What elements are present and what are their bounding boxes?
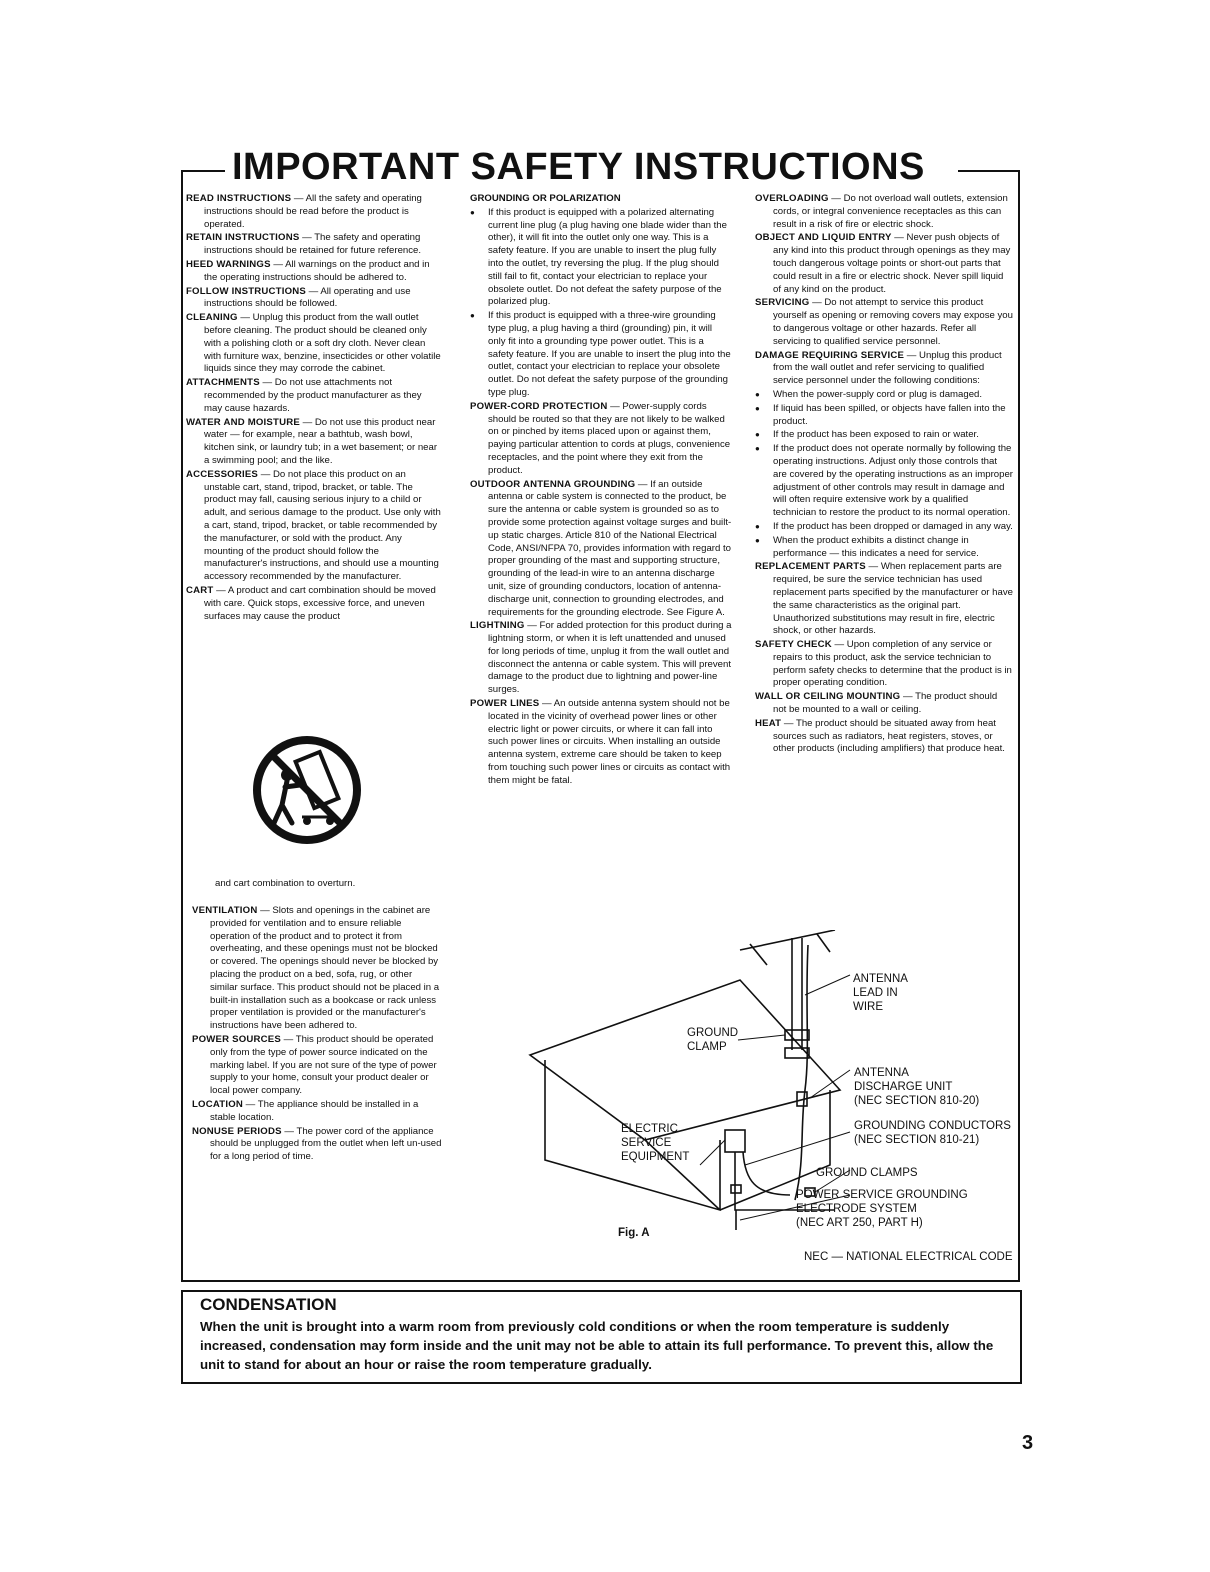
instruction-entry: SAFETY CHECK — Upon completion of any service or repairs to this product, ask the service technician to perform safety checks to determine that the product is in proper operating condition.: [755, 639, 1012, 689]
instruction-term: ATTACHMENTS: [186, 377, 260, 389]
instruction-entry: NONUSE PERIODS — The power cord of the appliance should be unplugged from the outlet when left un-used for a long period of time.: [192, 1125, 442, 1163]
instruction-text: All warnings on the product and in the operating instructions should be adhered to.: [204, 258, 430, 283]
instruction-term: RETAIN INSTRUCTIONS: [186, 232, 300, 244]
instruction-entry: FOLLOW INSTRUCTIONS — All operating and use instructions should be followed.: [186, 285, 411, 310]
instruction-term: WATER AND MOISTURE: [186, 416, 300, 428]
column-middle: [470, 193, 732, 789]
bullet-item: ● If this product is equipped with a three-wire grounding type plug, a plug having a third (grounding) pin, it will only fit into a grounding type power outlet. This is a safety feature. If you are unable to insert the plug into the outlet, contact your electrician to replace your obsolete outlet. Do not defeat the safety purpose of the grounding type plug.: [470, 310, 732, 400]
instruction-text: Slots and openings in the cabinet are provided for ventilation and to ensure reliable operation of the product and to protect it from overheating, and these openings must not be blocked or covered. The openings should never be blocked by placing the product on a bed, sofa, rug, or other similar surface. This product should not be placed in a built-in installation such as a bookcase or rack unless proper ventilation is provided or the manufacturer's instructions have been adhered to.: [210, 905, 440, 1032]
frame-left-rule: [181, 170, 183, 1282]
instruction-text: Do not use this product near water — for example, near a bathtub, wash bowl, kitchen sink, or laundry tub; in a wet basement; or near a swimming pool; and the like.: [204, 416, 438, 466]
grounding-conductors-label-2: (NEC SECTION 810-21): [854, 1134, 980, 1146]
discharge-unit-label-3: (NEC SECTION 810-20): [854, 1095, 980, 1107]
instruction-term: ACCESSORIES: [186, 468, 259, 480]
instruction-text: Do not overload wall outlets, extension cords, or integral convenience receptacles as this can result in a risk of fire or electric shock.: [773, 193, 1008, 230]
instruction-entry: LOCATION — The appliance should be installed in a stable location.: [192, 1098, 419, 1123]
instruction-text: Unplug this product from the wall outlet and refer servicing to qualified service personnel under the following conditions:: [773, 349, 1002, 387]
instruction-entry: OVERLOADING — Do not overload wall outlets, extension cords, or integral convenience receptacles as this can result in a risk of fire or electric shock.: [755, 193, 1008, 230]
instruction-text: Do not place this product on an unstable cart, stand, tripod, bracket, or table. The product may fall, causing serious injury to a child or adult, and serious damage to the product. Use only with a cart, stand, tripod, bracket, or table recommended by the manufacturer, or sold with the product. Any mounting of the product should follow the manufacturer's instructions, and should use a mounting accessory recommended by the manufacturer.: [204, 468, 441, 583]
antenna-lead-label-3: WIRE: [853, 1001, 884, 1013]
bullet-item: ● If the product does not operate normally by following the operating instructions. Adjust only those controls that are covered by the operating instructions as an improper adjustment of other controls may result in damage and will often require extensive work by a qualified technician to restore the product to its normal operation.: [755, 443, 1013, 520]
instruction-text: The product should be situated away from heat sources such as radiators, heat registers, stoves, or other products (including amplifiers) that produce heat.: [773, 717, 1005, 755]
instruction-term: SERVICING: [755, 297, 810, 309]
instruction-text: When replacement parts are required, be sure the service technician has used replacement parts specified by the manufacturer or have the same characteristics as the original part. Unauthorized substitutions may result in fire, electric shock, or other hazards.: [773, 561, 1013, 637]
instruction-text: For added protection for this product during a lightning storm, or when it is left unattended and unused for long periods of time, unplug it from the wall outlet and disconnect the antenna or cable system. This will prevent damage to the product due to lightning and power-line surges.: [488, 620, 732, 696]
power-service-label-3: (NEC ART 250, PART H): [796, 1217, 923, 1229]
instruction-term: WALL OR CEILING MOUNTING: [755, 691, 901, 703]
instruction-entry: POWER-CORD PROTECTION — Power-supply cords should be routed so that they are not likely to be walked on or pinched by items placed upon or against them, paying particular attention to cords at plugs, convenience receptacles, and the point where they exit from the product.: [470, 400, 731, 476]
column-left-entries: [186, 193, 442, 623]
instruction-text: If an outside antenna or cable system is connected to the product, be sure the antenna or cable system is grounded so as to provide some protection against voltage surges and built-up static charges. Article 810 of the National Electrical Code, ANSI/NFPA 70, provides information with regard to proper grounding of the mast and supporting structure, grounding of the lead-in wire to an antenna discharge unit, size of grounding conductors, location of antenna-discharge unit, connection to grounding electrodes, and requirements for the grounding electrode. See Figure A.: [488, 478, 732, 618]
instruction-text: Upon completion of any service or repairs to this product, ask the service technician to perform safety checks to determine that the product is in proper operating condition.: [773, 639, 1012, 689]
ground-clamp-label-2: CLAMP: [687, 1041, 727, 1053]
page-number: 3: [1022, 1432, 1034, 1454]
bullet-item: ● When the product exhibits a distinct change in performance — this indicates a need for service.: [755, 535, 1013, 561]
damage-bullets: [755, 389, 1013, 560]
column-middle-entries: [470, 401, 732, 788]
instruction-term: FOLLOW INSTRUCTIONS: [186, 285, 306, 297]
discharge-unit-label-1: ANTENNA: [854, 1067, 909, 1079]
instruction-text: Do not use attachments not recommended by the product manufacturer as they may cause hazards.: [204, 377, 422, 414]
instruction-text: Power-supply cords should be routed so that they are not likely to be walked on or pinched by items placed upon or against them, paying particular attention to cords at plugs, convenience receptacles, and the point where they exit from the product.: [488, 400, 731, 476]
antenna-lead-label-2: LEAD IN: [853, 987, 898, 999]
electric-service-label-1: ELECTRIC: [621, 1123, 678, 1135]
instruction-entry: OUTDOOR ANTENNA GROUNDING — If an outside antenna or cable system is connected to the product, be sure the antenna or cable system is grounded so as to provide some protection against voltage surges and built-up static charges. Article 810 of the National Electrical Code, ANSI/NFPA 70, provides information with regard to proper grounding of the mast and supporting structure, grounding of the lead-in wire to an antenna discharge unit, size of grounding conductors, location of antenna-discharge unit, connection to grounding electrodes, and requirements for the grounding electrode. See Figure A.: [470, 478, 732, 618]
column-right-entries-b: [755, 561, 1013, 756]
column-left-lower-entries: [192, 905, 442, 1164]
house-drawing: [530, 930, 840, 1230]
bullet-item: ● If the product has been dropped or damaged in any way.: [755, 521, 1013, 534]
electric-service-label-2: SERVICE: [621, 1137, 672, 1149]
power-service-label-1: POWER SERVICE GROUNDING: [796, 1189, 968, 1201]
instruction-term: CART: [186, 584, 214, 596]
instruction-entry: CART — A product and cart combination should be moved with care. Quick stops, excessive force, and uneven surfaces may cause the product: [186, 584, 436, 622]
instruction-entry: VENTILATION — Slots and openings in the cabinet are provided for ventilation and to ensure reliable operation of the product and to protect it from overheating, and these openings must not be blocked or covered. The openings should never be blocked by placing the product on a bed, sofa, rug, or other similar surface. This product should not be placed in a built-in installation such as a bookcase or rack unless proper ventilation is provided or the manufacturer's instructions have been adhered to.: [192, 905, 440, 1032]
electric-service-label-3: EQUIPMENT: [621, 1151, 690, 1163]
bullet-item: ● When the power-supply cord or plug is damaged.: [755, 389, 1013, 402]
instruction-entry: RETAIN INSTRUCTIONS — The safety and operating instructions should be retained for future reference.: [186, 232, 422, 257]
power-service-label-2: ELECTRODE SYSTEM: [796, 1203, 917, 1215]
instruction-term: POWER SOURCES: [192, 1033, 281, 1045]
antenna-lead-label-1: ANTENNA: [853, 973, 908, 985]
instruction-term: LIGHTNING: [470, 620, 525, 632]
instruction-text: Unplug this product from the wall outlet before cleaning. The product should be cleaned only with a polishing cloth or a soft dry cloth. Never clean with furniture wax, benzine, insecticides or other volatile liquids since they may corrode the cabinet.: [204, 312, 441, 375]
instruction-text: All operating and use instructions should be followed.: [204, 285, 411, 310]
diagram-leaders: [700, 975, 850, 1220]
instruction-entry: DAMAGE REQUIRING SERVICE — Unplug this product from the wall outlet and refer servicing to qualified service personnel under the following conditions:: [755, 349, 1002, 387]
instruction-entry: ATTACHMENTS — Do not use attachments not recommended by the product manufacturer as they may cause hazards.: [186, 377, 422, 414]
discharge-unit-label-2: DISCHARGE UNIT: [854, 1081, 953, 1093]
instruction-entry: CLEANING — Unplug this product from the wall outlet before cleaning. The product should be cleaned only with a polishing cloth or a soft dry cloth. Never clean with furniture wax, benzine, insecticides or other volatile liquids since they may corrode the cabinet.: [186, 312, 441, 375]
instruction-entry: SERVICING — Do not attempt to service this product yourself as opening or removing covers may expose you to dangerous voltage or other hazards. Refer all servicing to qualified service personnel.: [755, 297, 1013, 347]
instruction-entry: OBJECT AND LIQUID ENTRY — Never push objects of any kind into this product through openings as they may touch dangerous voltage points or short-out parts that could result in a fire or electric shock. Never spill liquid of any kind on the product.: [755, 232, 1011, 295]
grounding-bullets: [470, 207, 732, 400]
instruction-term: READ INSTRUCTIONS: [186, 193, 292, 204]
column-right: [755, 193, 1013, 757]
instruction-text: Never push objects of any kind into this product through openings as they may touch dangerous voltage points or short-out parts that could result in a fire or electric shock. Never spill liquid of any kind on the product.: [773, 232, 1011, 295]
instruction-entry: READ INSTRUCTIONS — All the safety and operating instructions should be read before the product is operated.: [186, 193, 422, 230]
condensation-title: CONDENSATION: [200, 1295, 337, 1314]
instruction-term: SAFETY CHECK: [755, 639, 832, 651]
grounding-heading: GROUNDING OR POLARIZATION: [470, 193, 621, 204]
instruction-text: The power cord of the appliance should be unplugged from the outlet when left un-used for a long period of time.: [210, 1125, 442, 1163]
ground-clamp-label-1: GROUND: [687, 1027, 739, 1039]
instruction-term: NONUSE PERIODS: [192, 1125, 282, 1137]
instruction-entry: POWER SOURCES — This product should be operated only from the type of power source indicated on the marking label. If you are not sure of the type of power supply to your home, consult your product dealer or local power company.: [192, 1033, 437, 1097]
condensation-box: [181, 1290, 1022, 1384]
instruction-term: OVERLOADING: [755, 193, 829, 204]
instruction-text: The safety and operating instructions should be retained for future reference.: [204, 232, 422, 257]
instruction-term: HEAT: [755, 717, 782, 729]
bullet-item: ● If liquid has been spilled, or objects have fallen into the product.: [755, 403, 1013, 429]
instruction-term: DAMAGE REQUIRING SERVICE: [755, 349, 905, 361]
instruction-entry: HEAT — The product should be situated away from heat sources such as radiators, heat registers, stoves, or other products (including amplifiers) that produce heat.: [755, 717, 1005, 755]
column-right-entries-a: [755, 193, 1013, 388]
figure-label: Fig. A: [618, 1227, 650, 1239]
grounding-conductors-label-1: GROUNDING CONDUCTORS: [854, 1120, 1011, 1132]
instruction-term: OBJECT AND LIQUID ENTRY: [755, 232, 892, 244]
instruction-term: REPLACEMENT PARTS: [755, 561, 866, 573]
instruction-entry: REPLACEMENT PARTS — When replacement parts are required, be sure the service technician has used replacement parts specified by the manufacturer or have the same characteristics as the original part. Unauthorized substitutions may result in fire, electric shock, or other hazards.: [755, 561, 1013, 637]
cart-caption: and cart combination to overturn.: [215, 878, 356, 889]
instruction-text: The product should not be mounted to a wall or ceiling.: [773, 691, 998, 716]
ground-clamps-label: GROUND CLAMPS: [816, 1167, 918, 1179]
instruction-text: This product should be operated only from the type of power source indicated on the marking label. If you are not sure of the type of power supply to your home, consult your product dealer or local power company.: [210, 1033, 437, 1097]
instruction-entry: LIGHTNING — For added protection for this product during a lightning storm, or when it is left unattended and unused for long periods of time, unplug it from the wall outlet and disconnect the antenna or cable system. This will prevent damage to the product due to lightning and power-line surges.: [470, 620, 732, 696]
instruction-text: All the safety and operating instructions should be read before the product is operated.: [204, 193, 422, 230]
cart-tipover-warning-icon: [252, 735, 362, 845]
instruction-text: An outside antenna system should not be located in the vicinity of overhead power lines or other electric light or power circuits, or where it can fall into such power lines or circuits. When installing an outside antenna system, extreme care should be taken to keep from touching such power lines or circuits as contact with them might be fatal.: [488, 698, 731, 786]
instruction-entry: ACCESSORIES — Do not place this product on an unstable cart, stand, tripod, bracket, or table. The product may fall, causing serious injury to a child or adult, and serious damage to the product. Use only with a cart, stand, tripod, bracket, or table recommended by the manufacturer, or sold with the product. Any mounting of the product should follow the manufacturer's instructions, and should use a mounting accessory recommended by the manufacturer.: [186, 468, 441, 583]
instruction-text: Do not attempt to service this product yourself as opening or removing covers may expose you to dangerous voltage or other hazards. Refer all servicing to qualified service personnel.: [773, 297, 1013, 347]
instruction-entry: POWER LINES — An outside antenna system should not be located in the vicinity of overhead power lines or other electric light or power circuits, or where it can fall into such power lines or circuits. When installing an outside antenna system, extreme care should be taken to keep from touching such power lines or circuits as contact with them might be fatal.: [470, 698, 731, 786]
instruction-entry: HEED WARNINGS — All warnings on the product and in the operating instructions should be adhered to.: [186, 258, 430, 283]
instruction-term: POWER LINES: [470, 698, 540, 710]
bullet-item: ● If this product is equipped with a polarized alternating current line plug (a plug having one blade wider than the other), it will fit into the outlet only one way. This is a safety feature. If you are unable to insert the plug fully into the outlet, try reversing the plug. If the plug should still fail to fit, contact your electrician to replace your obsolete outlet. Do not defeat the safety purpose of the polarized plug.: [470, 207, 732, 309]
frame-top-left-rule: [181, 170, 225, 172]
column-left-lower: [192, 905, 442, 1165]
instruction-text: The appliance should be installed in a stable location.: [210, 1098, 419, 1123]
instruction-entry: WATER AND MOISTURE — Do not use this product near water — for example, near a bathtub, wash bowl, kitchen sink, or laundry tub; in a wet basement; or near a swimming pool; and the like.: [186, 416, 438, 466]
frame-top-right-rule: [958, 170, 1020, 172]
instruction-entry: WALL OR CEILING MOUNTING — The product should not be mounted to a wall or ceiling.: [755, 691, 998, 716]
instruction-term: OUTDOOR ANTENNA GROUNDING: [470, 478, 636, 490]
bullet-item: ● If the product has been exposed to rain or water.: [755, 429, 1013, 442]
instruction-text: A product and cart combination should be moved with care. Quick stops, excessive force, and uneven surfaces may cause the product: [204, 584, 436, 622]
nec-note: NEC — NATIONAL ELECTRICAL CODE: [804, 1251, 1013, 1263]
instruction-term: LOCATION: [192, 1098, 243, 1110]
antenna-grounding-diagram: [505, 930, 1020, 1270]
instruction-term: VENTILATION: [192, 905, 258, 916]
page-title: IMPORTANT SAFETY INSTRUCTIONS: [232, 146, 925, 188]
condensation-text: When the unit is brought into a warm room from previously cold conditions or when the room temperature is suddenly increased, condensation may form inside and the unit may not be able to attain its full performance. To prevent this, allow the unit to stand for about an hour or raise the room temperature gradually.: [200, 1319, 994, 1372]
column-left: [186, 193, 442, 624]
instruction-term: POWER-CORD PROTECTION: [470, 400, 608, 412]
instruction-term: CLEANING: [186, 312, 238, 324]
frame-bottom-rule: [181, 1280, 1020, 1282]
instruction-term: HEED WARNINGS: [186, 258, 271, 270]
